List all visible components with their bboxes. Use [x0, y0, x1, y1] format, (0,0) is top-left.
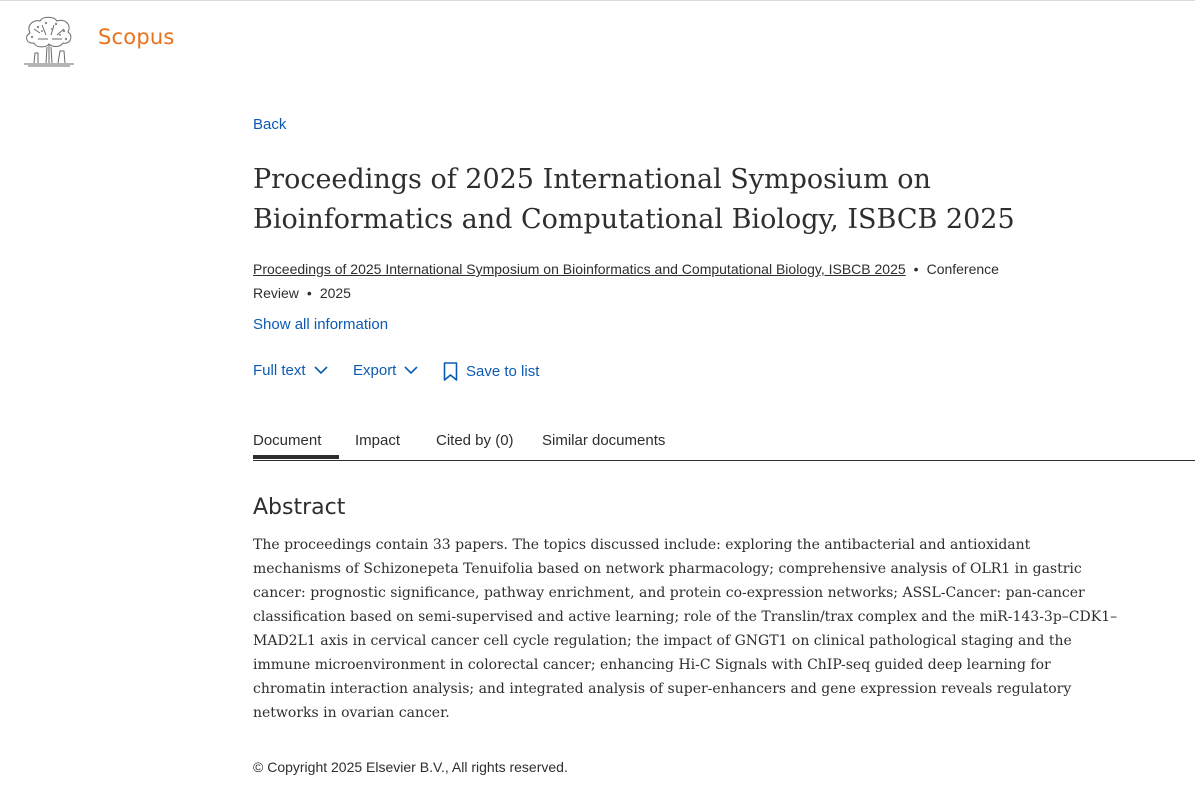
document-meta	[253, 257, 1093, 305]
full-text-label: Full text	[253, 362, 306, 379]
brand-name[interactable]: Scopus	[98, 25, 175, 49]
tab-cited-by[interactable]: Cited by (0)	[436, 432, 514, 449]
chevron-down-icon	[404, 366, 418, 375]
document-title: Proceedings of 2025 International Symposium on Bioinformatics and Computational Biology, ISBCB 2025	[253, 164, 1015, 235]
active-tab-indicator	[253, 455, 339, 459]
show-all-information-link[interactable]: Show all information	[253, 316, 389, 333]
save-to-list-button[interactable]	[443, 362, 539, 381]
tab-impact[interactable]: Impact	[355, 432, 401, 449]
document-type: Conference Review	[253, 261, 999, 301]
site-header	[0, 1, 1195, 76]
document-tabs	[253, 432, 1195, 461]
elsevier-tree-logo-icon[interactable]	[20, 15, 78, 67]
chevron-down-icon	[314, 366, 328, 375]
publication-year: 2025	[319, 285, 351, 301]
tab-similar-documents[interactable]: Similar documents	[542, 432, 666, 449]
meta-separator: •	[306, 285, 312, 301]
source-title-link[interactable]: Proceedings of 2025 International Symposium on Bioinformatics and Computational Biology, ISBCB 2025	[253, 261, 906, 277]
tab-document[interactable]: Document	[253, 432, 322, 449]
export-button[interactable]	[353, 362, 418, 379]
meta-separator: •	[913, 261, 919, 277]
abstract-text: The proceedings contain 33 papers. The topics discussed include: exploring the antibacterial and antioxidant mechanisms of Schizonepeta Tenuifolia based on network pharmacology; comprehensive analysis of OLR1 in gastric cancer: prognostic significance, pathway enrichment, and protein co-expression networks; ASSL-Cancer: pan-cancer classification based on semi-supervised and active learning; role of the Translin/trax complex and the miR-143-3p–CDK1–MAD2L1 axis in cervical cancer cell cycle regulation; the impact of GNGT1 on clinical pathological staging and the immune microenvironment in colorectal cancer; enhancing Hi-C Signals with ChIP-seq guided deep learning for chromatin interaction analysis; and integrated analysis of super-enhancers and gene expression reveals regulatory networks in ovarian cancer.	[253, 537, 1118, 721]
export-label: Export	[353, 362, 397, 379]
copyright-notice: © Copyright 2025 Elsevier B.V., All rights reserved.	[253, 759, 568, 775]
abstract-heading: Abstract	[253, 495, 346, 520]
save-to-list-label: Save to list	[466, 363, 540, 380]
back-link[interactable]: Back	[253, 116, 287, 133]
bookmark-icon	[443, 362, 458, 381]
full-text-button[interactable]	[253, 362, 328, 379]
